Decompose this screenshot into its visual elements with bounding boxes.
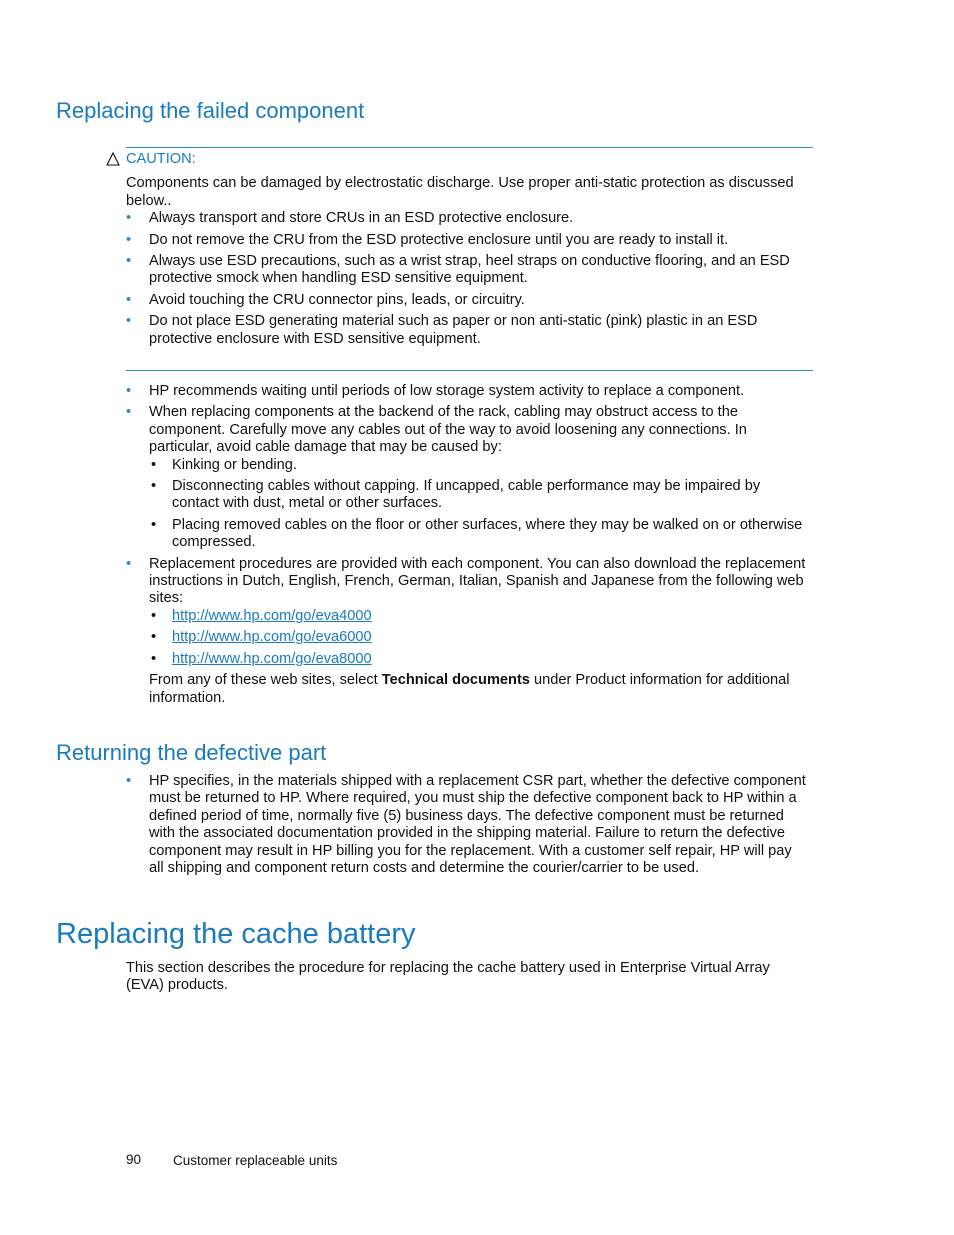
eva6000-link[interactable]: http://www.hp.com/go/eva6000 (172, 629, 372, 646)
warning-triangle-icon (106, 152, 120, 166)
link-list-item (149, 651, 806, 668)
list-item: • HP specifies, in the materials shipped with a replacement CSR part, whether the defective component must be returned to HP. Where required, you must ship the defective component back to HP within a defined period of time, normally five (5) business days. The defective component must be returned with the associated documentation provided in the shipping material. Failure to return the defective component may result in HP billing you for the replacement. With a customer self repair, HP will pay all shipping and component return costs and determine the courier/carrier to be used. (126, 773, 806, 877)
page-number: 90 (126, 1152, 142, 1167)
section2-body (126, 773, 806, 877)
after-links-text (149, 672, 806, 707)
sub-list-item: • Placing removed cables on the floor or other surfaces, where they may be walked on or otherwise compressed. (149, 517, 806, 552)
section1-list (126, 383, 806, 707)
chapter-title-replacing-cache-battery: Replacing the cache battery (56, 918, 416, 950)
caution-label: CAUTION: (126, 151, 196, 167)
section1-body (126, 383, 806, 707)
list-item (126, 556, 806, 707)
link-list-item (149, 629, 806, 646)
eva4000-link[interactable]: http://www.hp.com/go/eva4000 (172, 607, 372, 624)
after-links-pre: From any of these web sites, select (149, 672, 382, 689)
caution-item: • Always transport and store CRUs in an ESD protective enclosure. (126, 210, 806, 227)
caution-list (126, 210, 806, 348)
caution-top-rule (126, 147, 813, 148)
caution-item: • Do not place ESD generating material such as paper or non anti-static (pink) plastic in an ESD protective enclosure with ESD sensitive equipment. (126, 313, 806, 348)
sub-list-item: • Disconnecting cables without capping. If uncapped, cable performance may be impaired by contact with dust, metal or other surfaces. (149, 478, 806, 513)
sub-list-item: • Kinking or bending. (149, 457, 806, 474)
caution-block (126, 151, 806, 348)
caution-intro: Components can be damaged by electrostatic discharge. Use proper anti-static protection as discussed below.. (126, 175, 794, 209)
sub-list (149, 457, 806, 552)
after-links-post: under Product information for additional information. (149, 672, 790, 706)
footer-chapter: Customer replaceable units (173, 1153, 338, 1168)
list-item: • HP recommends waiting until periods of low storage system activity to replace a component. (126, 383, 806, 400)
technical-documents-bold: Technical documents (381, 672, 530, 689)
section3-body: This section describes the procedure for replacing the cache battery used in Enterprise Virtual Array (EVA) products. (126, 960, 770, 994)
caution-item: • Do not remove the CRU from the ESD protective enclosure until you are ready to install it. (126, 232, 806, 249)
list-item (126, 404, 806, 551)
section-title-returning-defective-part: Returning the defective part (56, 740, 327, 765)
caution-item: • Avoid touching the CRU connector pins, leads, or circuitry. (126, 292, 806, 309)
link-list (149, 608, 806, 668)
list-item-text: Replacement procedures are provided with each component. You can also download the replacement instructions in Dutch, English, French, German, Italian, Spanish and Japanese from the following web sites: (149, 555, 806, 607)
eva8000-link[interactable]: http://www.hp.com/go/eva8000 (172, 650, 372, 667)
section-title-replacing-failed-component: Replacing the failed component (56, 98, 365, 123)
caution-item: • Always use ESD precautions, such as a wrist strap, heel straps on conductive flooring, and an ESD protective smock when handling ESD sensitive equipment. (126, 253, 806, 288)
section2-list (126, 773, 806, 877)
list-item-text: When replacing components at the backend of the rack, cabling may obstruct access to the component. Carefully move any cables out of the way to avoid loosening any connections. In particular, avoid cable damage that may be caused by: (149, 404, 747, 456)
link-list-item (149, 608, 806, 625)
caution-bottom-rule (126, 370, 813, 371)
